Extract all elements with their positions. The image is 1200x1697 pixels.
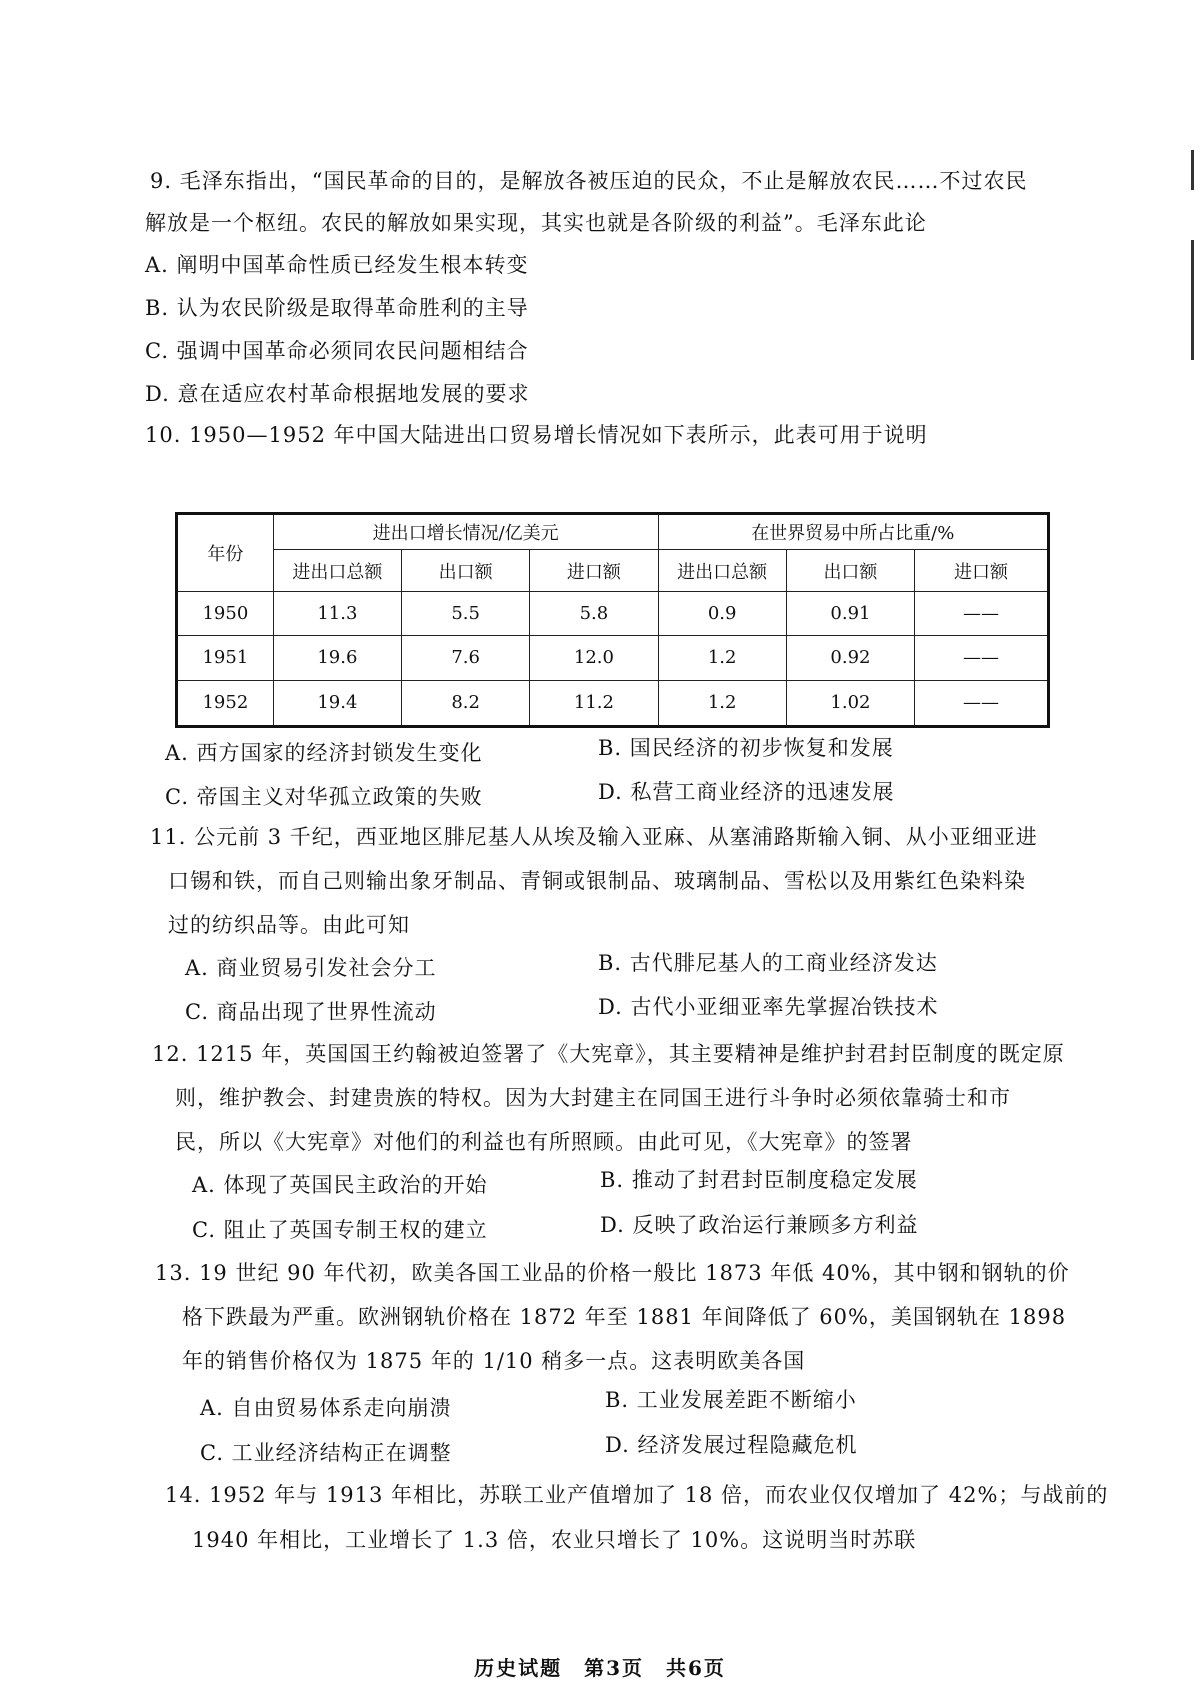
table-cell: 0.92	[786, 636, 914, 680]
q11-option-d: D. 古代小亚细亚率先掌握冶铁技术	[598, 995, 939, 1019]
table-subheader: 进出口总额	[658, 550, 786, 592]
scan-edge-mark	[1191, 150, 1194, 190]
table-cell: 11.3	[273, 592, 401, 636]
q13-stem-line2: 格下跌最为严重。欧洲钢轨价格在 1872 年至 1881 年间降低了 60%，美国钢轨在 1898	[182, 1305, 1067, 1329]
q12-option-d: D. 反映了政治运行兼顾多方利益	[600, 1213, 919, 1237]
q9-option-c: C. 强调中国革命必须同农民问题相结合	[145, 339, 529, 363]
table-cell: 8.2	[402, 680, 530, 726]
q12-stem-line2: 则，维护教会、封建贵族的特权。因为大封建主在同国王进行斗争时必须依靠骑士和市	[175, 1086, 1011, 1110]
table-subheader: 出口额	[402, 550, 530, 592]
table-cell: 7.6	[402, 636, 530, 680]
q13-stem-line3: 年的销售价格仅为 1875 年的 1/10 稍多一点。这表明欧美各国	[182, 1349, 806, 1373]
table-cell: 0.91	[786, 592, 914, 636]
table-cell-year: 1950	[177, 592, 274, 636]
q12-stem-line1: 12. 1215 年，英国国王约翰被迫签署了《大宪章》，其主要精神是维护封君封臣制度的既定原	[152, 1042, 1065, 1066]
table-cell-year: 1951	[177, 636, 274, 680]
table-subheader: 出口额	[786, 550, 914, 592]
q14-stem-line2: 1940 年相比，工业增长了 1.3 倍，农业只增长了 10%。这说明当时苏联	[192, 1528, 917, 1552]
trade-table	[175, 512, 1050, 728]
table-row	[177, 636, 1049, 680]
table-header-growth: 进出口增长情况/亿美元	[273, 514, 658, 550]
q10-stem: 10. 1950—1952 年中国大陆进出口贸易增长情况如下表所示，此表可用于说明	[145, 423, 928, 447]
q13-option-a: A. 自由贸易体系走向崩溃	[200, 1396, 452, 1420]
q11-stem-line1: 11. 公元前 3 千纪，西亚地区腓尼基人从埃及输入亚麻、从塞浦路斯输入铜、从小亚细亚进	[150, 825, 1038, 849]
q13-stem-line1: 13. 19 世纪 90 年代初，欧美各国工业品的价格一般比 1873 年低 40%，其中钢和钢轨的价	[155, 1261, 1070, 1285]
table-subheader: 进出口总额	[273, 550, 401, 592]
q10-option-a: A. 西方国家的经济封锁发生变化	[165, 741, 483, 765]
table-cell: 19.4	[273, 680, 401, 726]
q10-option-b: B. 国民经济的初步恢复和发展	[598, 736, 894, 760]
q10-option-c: C. 帝国主义对华孤立政策的失败	[165, 785, 483, 809]
table-cell-year: 1952	[177, 680, 274, 726]
q14-stem-line1: 14. 1952 年与 1913 年相比，苏联工业产值增加了 18 倍，而农业仅仅增加了 42%；与战前的	[165, 1483, 1109, 1507]
q11-stem-line3: 过的纺织品等。由此可知	[168, 913, 410, 937]
q12-option-c: C. 阻止了英国专制王权的建立	[192, 1218, 488, 1242]
q9-option-b: B. 认为农民阶级是取得革命胜利的主导	[145, 296, 529, 320]
q12-option-b: B. 推动了封君封臣制度稳定发展	[600, 1168, 918, 1192]
table-cell: 1.02	[786, 680, 914, 726]
q10-option-d: D. 私营工商业经济的迅速发展	[598, 780, 895, 804]
table-cell: 12.0	[530, 636, 658, 680]
table-subheader: 进口额	[530, 550, 658, 592]
q9-option-a: A. 阐明中国革命性质已经发生根本转变	[145, 253, 529, 277]
scan-edge-mark	[1191, 240, 1194, 360]
table-cell: 11.2	[530, 680, 658, 726]
table-cell: ——	[915, 680, 1049, 726]
q9-stem-line1: 9. 毛泽东指出，“国民革命的目的，是解放各被压迫的民众，不止是解放农民……不过农民	[150, 169, 1028, 193]
table-cell: 5.5	[402, 592, 530, 636]
table-subheader: 进口额	[915, 550, 1049, 592]
table-cell: 0.9	[658, 592, 786, 636]
page-footer: 历史试题 第3页 共6页	[474, 1656, 726, 1680]
table-header-year: 年份	[177, 514, 274, 592]
q11-stem-line2: 口锡和铁，而自己则输出象牙制品、青铜或银制品、玻璃制品、雪松以及用紫红色染料染	[168, 869, 1026, 893]
table-cell: ——	[915, 636, 1049, 680]
table-cell: ——	[915, 592, 1049, 636]
table-header-share: 在世界贸易中所占比重/%	[658, 514, 1048, 550]
q12-option-a: A. 体现了英国民主政治的开始	[192, 1173, 488, 1197]
q12-stem-line3: 民，所以《大宪章》对他们的利益也有所照顾。由此可见，《大宪章》的签署	[175, 1130, 913, 1154]
q11-option-c: C. 商品出现了世界性流动	[185, 1000, 437, 1024]
q11-option-b: B. 古代腓尼基人的工商业经济发达	[598, 951, 938, 975]
q13-option-c: C. 工业经济结构正在调整	[200, 1441, 452, 1465]
table-cell: 1.2	[658, 680, 786, 726]
q9-option-d: D. 意在适应农村革命根据地发展的要求	[145, 382, 530, 406]
table-row	[177, 592, 1049, 636]
table-cell: 1.2	[658, 636, 786, 680]
q9-stem-line2: 解放是一个枢纽。农民的解放如果实现，其实也就是各阶级的利益”。毛泽东此论	[145, 211, 927, 235]
q11-option-a: A. 商业贸易引发社会分工	[185, 956, 437, 980]
table-cell: 19.6	[273, 636, 401, 680]
table-row	[177, 680, 1049, 726]
table-cell: 5.8	[530, 592, 658, 636]
q13-option-d: D. 经济发展过程隐藏危机	[605, 1433, 858, 1457]
q13-option-b: B. 工业发展差距不断缩小	[605, 1388, 857, 1412]
